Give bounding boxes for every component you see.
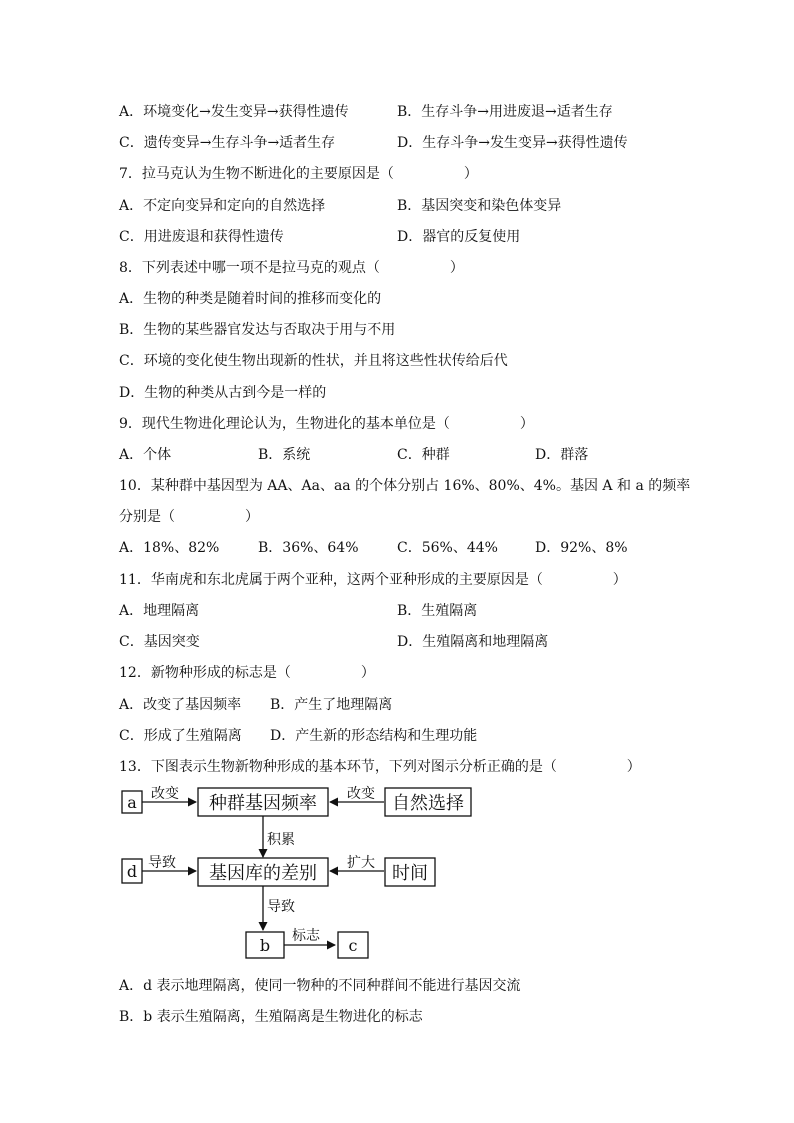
speciation-flow-diagram	[118, 780, 478, 965]
q10-option-c: C．56%、44%	[397, 540, 498, 556]
label-change-2: 改变	[347, 786, 375, 802]
q10-stem-line2: 分别是（ ）	[119, 509, 259, 525]
q7-stem: 7．拉马克认为生物不断进化的主要原因是（ ）	[119, 166, 478, 182]
q11-stem: 11．华南虎和东北虎属于两个亚种，这两个亚种形成的主要原因是（ ）	[119, 572, 627, 588]
q6-option-a: A．环境变化→发生变异→获得性遗传	[119, 104, 349, 120]
box-c-label: c	[348, 936, 358, 955]
q8-option-c: C．环境的变化使生物出现新的性状，并且将这些性状传给后代	[119, 353, 508, 369]
q13-option-b: B．b 表示生殖隔离，生殖隔离是生物进化的标志	[119, 1009, 423, 1025]
q9-option-a: A．个体	[119, 447, 172, 463]
q6-option-b: B．生存斗争→用进废退→适者生存	[397, 104, 613, 120]
q10-stem-line1: 10．某种群中基因型为 AA、Aa、aa 的个体分别占 16%、80%、4%。基因 A 和 a 的频率	[119, 478, 691, 494]
q9-option-b: B．系统	[258, 447, 311, 463]
q10-option-b: B．36%、64%	[258, 540, 359, 556]
label-accumulate: 积累	[267, 832, 295, 848]
q7-option-d: D．器官的反复使用	[397, 229, 521, 245]
q6-option-d: D．生存斗争→发生变异→获得性遗传	[397, 135, 628, 151]
q11-option-d: D．生殖隔离和地理隔离	[397, 634, 549, 650]
box-natural-selection-label: 自然选择	[392, 793, 464, 814]
box-a-label: a	[127, 793, 137, 812]
q7-option-a: A．不定向变异和定向的自然选择	[119, 198, 326, 214]
q8-option-b: B．生物的某些器官发达与否取决于用与不用	[119, 322, 396, 338]
q7-option-b: B．基因突变和染色体变异	[397, 198, 562, 214]
q8-option-d: D．生物的种类从古到今是一样的	[119, 385, 327, 401]
q12-option-b: B．产生了地理隔离	[270, 697, 393, 713]
q8-option-a: A．生物的种类是随着时间的推移而变化的	[119, 291, 382, 307]
q6-option-c: C．遗传变异→生存斗争→适者生存	[119, 135, 336, 151]
box-b-label: b	[259, 936, 271, 955]
q9-option-d: D．群落	[535, 447, 589, 463]
label-lead-1: 导致	[148, 855, 176, 871]
q9-stem: 9．现代生物进化理论认为，生物进化的基本单位是（ ）	[119, 416, 534, 432]
label-mark: 标志	[292, 928, 320, 944]
q11-option-b: B．生殖隔离	[397, 603, 478, 619]
q9-option-c: C．种群	[397, 447, 450, 463]
box-gene-frequency-label: 种群基因频率	[209, 793, 317, 814]
label-enlarge: 扩大	[347, 855, 375, 871]
box-time-label: 时间	[392, 863, 428, 884]
q13-option-a: A．d 表示地理隔离，使同一物种的不同种群间不能进行基因交流	[119, 978, 521, 994]
box-d-label: d	[126, 862, 138, 881]
q11-option-c: C．基因突变	[119, 634, 200, 650]
q12-option-a: A．改变了基因频率	[119, 697, 242, 713]
q10-option-d: D．92%、8%	[535, 540, 628, 556]
label-lead-2: 导致	[267, 899, 295, 915]
q7-option-c: C．用进废退和获得性遗传	[119, 229, 284, 245]
q11-option-a: A．地理隔离	[119, 603, 200, 619]
box-gene-pool-difference-label: 基因库的差别	[209, 863, 317, 884]
q12-stem: 12．新物种形成的标志是（ ）	[119, 665, 375, 681]
q13-stem: 13．下图表示生物新物种形成的基本环节，下列对图示分析正确的是（ ）	[119, 759, 641, 775]
label-change-1: 改变	[151, 786, 179, 802]
q12-option-d: D．产生新的形态结构和生理功能	[270, 728, 478, 744]
q8-stem: 8．下列表述中哪一项不是拉马克的观点（ ）	[119, 260, 464, 276]
q12-option-c: C．形成了生殖隔离	[119, 728, 242, 744]
q10-option-a: A．18%、82%	[119, 540, 220, 556]
